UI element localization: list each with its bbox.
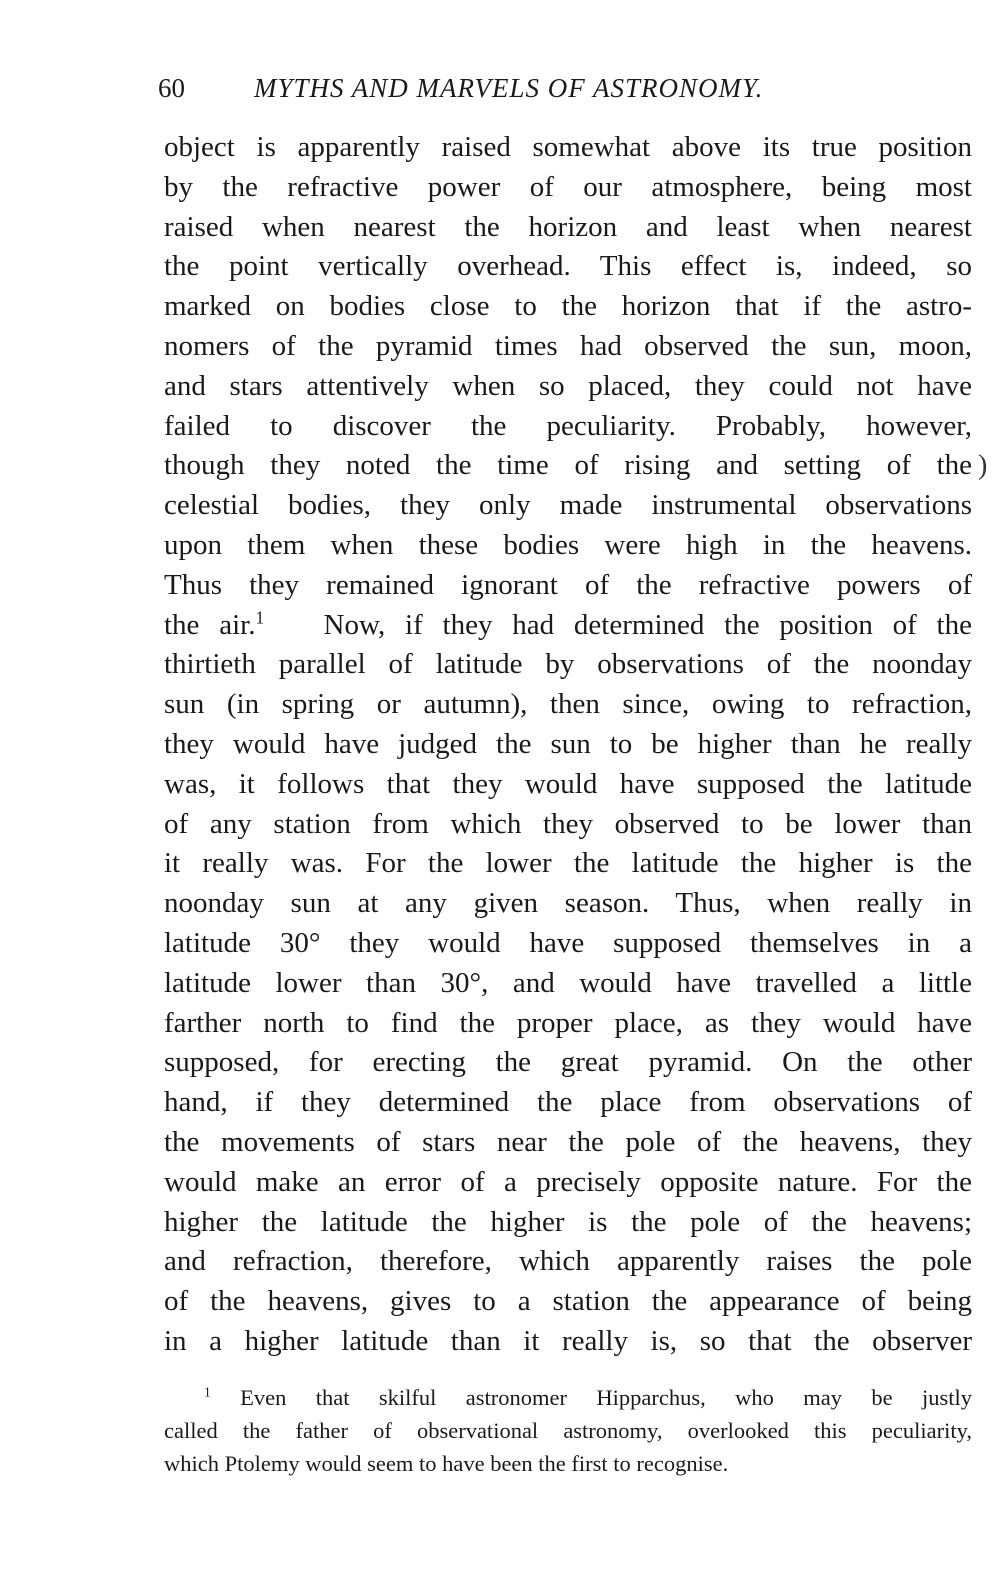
footnote-line: which Ptolemy would seem to have been the first to recognise. xyxy=(164,1451,729,1476)
footnote-text: Even that skilful astronomer Hipparchus, who may be justly xyxy=(240,1385,972,1410)
footnote-line xyxy=(164,1381,972,1414)
text-line: and refraction, therefore, which apparently raises the pole xyxy=(164,1245,972,1278)
text-line: it really was. For the lower the latitude the higher is the xyxy=(164,847,972,880)
footnote-line: called the father of observational astronomy, overlooked this peculiarity, xyxy=(164,1418,972,1443)
margin-bracket-mark: ) xyxy=(978,450,988,481)
text-fragment: the air. xyxy=(164,608,256,641)
text-line: of the heavens, gives to a station the appearance of being xyxy=(164,1285,972,1318)
text-line: of any station from which they observed to be lower than xyxy=(164,807,972,840)
text-line: and stars attentively when so placed, they could not have xyxy=(164,369,972,402)
text-line: supposed, for erecting the great pyramid. On the other xyxy=(164,1046,972,1079)
text-line: though they noted the time of rising and setting of the xyxy=(164,449,972,482)
text-line: celestial bodies, they only made instrumental observations xyxy=(164,489,972,522)
text-line: higher the latitude the higher is the pole of the heavens; xyxy=(164,1205,972,1238)
text-line: in a higher latitude than it really is, so that the observer xyxy=(164,1324,972,1357)
footnote-marker: 1 xyxy=(204,1384,211,1400)
text-line: hand, if they determined the place from observations of xyxy=(164,1086,972,1119)
text-line: was, it follows that they would have supposed the latitude xyxy=(164,767,972,800)
text-line: Thus they remained ignorant of the refractive powers of xyxy=(164,568,972,601)
text-line: the movements of stars near the pole of the heavens, they xyxy=(164,1125,972,1158)
body-text xyxy=(164,128,972,1362)
text-line: upon them when these bodies were high in the heavens. xyxy=(164,528,972,561)
text-line: raised when nearest the horizon and least when nearest xyxy=(164,210,972,243)
text-line: object is apparently raised somewhat above its true position xyxy=(164,131,972,163)
text-line: sun (in spring or autumn), then since, owing to refraction, xyxy=(164,688,972,721)
text-line: by the refractive power of our atmosphere, being most xyxy=(164,170,972,203)
text-fragment: Now, if they had determined the position of the xyxy=(323,608,972,641)
text-line: they would have judged the sun to be higher than he really xyxy=(164,727,972,760)
text-line: latitude lower than 30°, and would have travelled a little xyxy=(164,966,972,999)
page-number: 60 xyxy=(158,73,185,103)
text-line-with-footnote-ref xyxy=(164,606,972,646)
text-line: thirtieth parallel of latitude by observations of the noonday xyxy=(164,648,972,681)
footnote xyxy=(164,1381,972,1480)
text-line: nomers of the pyramid times had observed the sun, moon, xyxy=(164,329,972,362)
text-line: marked on bodies close to the horizon that if the astro- xyxy=(164,290,972,323)
text-line: failed to discover the peculiarity. Probably, however, xyxy=(164,409,972,442)
text-line: latitude 30° they would have supposed themselves in a xyxy=(164,926,972,959)
running-head xyxy=(158,68,978,108)
text-line: the point vertically overhead. This effect is, indeed, so xyxy=(164,250,972,283)
text-line: noonday sun at any given season. Thus, when really in xyxy=(164,887,972,920)
text-line: would make an error of a precisely opposite nature. For the xyxy=(164,1165,972,1198)
running-title: MYTHS AND MARVELS OF ASTRONOMY. xyxy=(254,73,764,103)
text-line: farther north to find the proper place, as they would have xyxy=(164,1006,972,1039)
footnote-reference[interactable]: 1 xyxy=(255,606,265,627)
